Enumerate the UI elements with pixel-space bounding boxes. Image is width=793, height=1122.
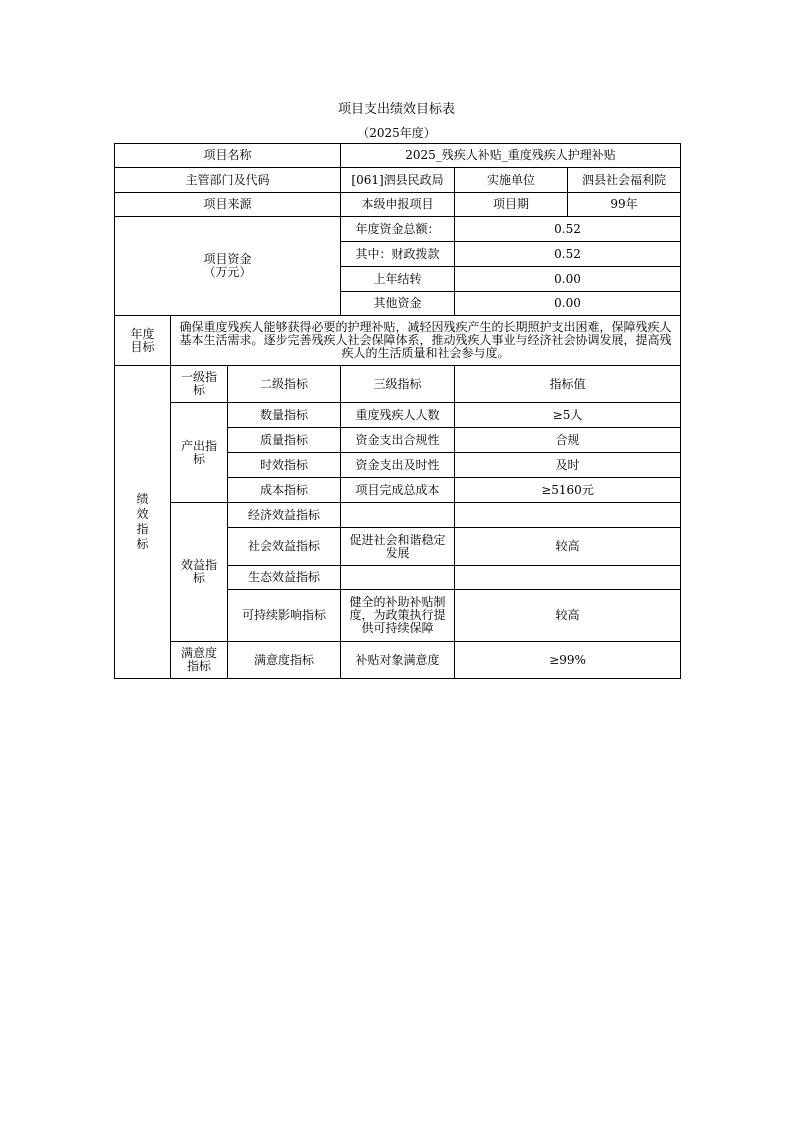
funds-carryover-value: 0.00 — [455, 267, 681, 292]
output-label: 产出指标 — [171, 403, 228, 503]
header-value: 指标值 — [455, 366, 681, 403]
page-subtitle: （2025年度） — [357, 126, 436, 140]
goal-text: 确保重度残疾人能够获得必要的护理补贴，减轻因残疾产生的长期照护支出困难，保障残疾人基本生活需求。逐步完善残疾人社会保障体系，推动残疾人事业与经济社会协调发展，提高残疾人的生活质量和社会参与度。 — [171, 316, 681, 366]
output-level2: 时效指标 — [228, 453, 341, 478]
benefit-level3: 健全的补助补贴制度，为政策执行提供可持续保障 — [341, 590, 455, 642]
benefit-value — [455, 503, 681, 528]
output-level2: 成本指标 — [228, 478, 341, 503]
source-row — [115, 193, 681, 217]
period-label: 项目期 — [455, 193, 568, 217]
benefit-value: 较高 — [455, 590, 681, 642]
satisfaction-level2: 满意度指标 — [228, 642, 341, 679]
source-value: 本级申报项目 — [341, 193, 455, 217]
header-level3: 三级指标 — [341, 366, 455, 403]
output-level3: 重度残疾人人数 — [341, 403, 455, 428]
satisfaction-value: ≥99% — [455, 642, 681, 679]
funds-other-label: 其他资金 — [341, 292, 455, 316]
output-level3: 资金支出合规性 — [341, 428, 455, 453]
dept-row — [115, 168, 681, 193]
unit-value: 泗县社会福利院 — [568, 168, 681, 193]
benefit-level2: 经济效益指标 — [228, 503, 341, 528]
performance-table — [114, 143, 681, 679]
benefit-level2: 社会效益指标 — [228, 528, 341, 566]
unit-label: 实施单位 — [455, 168, 568, 193]
funds-total-value: 0.52 — [455, 217, 681, 242]
benefit-value: 较高 — [455, 528, 681, 566]
output-value: ≥5160元 — [455, 478, 681, 503]
satisfaction-level3: 补贴对象满意度 — [341, 642, 455, 679]
header-level1: 一级指标 — [171, 366, 228, 403]
satisfaction-row — [115, 642, 681, 679]
project-name-value: 2025_残疾人补贴_重度残疾人护理补贴 — [341, 144, 681, 168]
indicator-header-row — [115, 366, 681, 403]
benefit-level3: 促进社会和谐稳定发展 — [341, 528, 455, 566]
output-level2: 数量指标 — [228, 403, 341, 428]
funds-label-line1: 项目资金 — [203, 252, 252, 266]
satisfaction-label: 满意度指标 — [171, 642, 228, 679]
header-level2: 二级指标 — [228, 366, 341, 403]
funds-label — [115, 217, 341, 316]
funds-fiscal-label: 其中：财政拨款 — [341, 242, 455, 267]
project-name-label: 项目名称 — [115, 144, 341, 168]
benefit-label: 效益指标 — [171, 503, 228, 642]
benefit-value — [455, 566, 681, 590]
benefit-level3 — [341, 503, 455, 528]
benefit-level2: 生态效益指标 — [228, 566, 341, 590]
output-level3: 项目完成总成本 — [341, 478, 455, 503]
output-value: 及时 — [455, 453, 681, 478]
benefit-row-economic — [115, 503, 681, 528]
goal-label: 年度目标 — [115, 316, 171, 366]
dept-value: [061]泗县民政局 — [341, 168, 455, 193]
funds-row-total — [115, 217, 681, 242]
output-level3: 资金支出及时性 — [341, 453, 455, 478]
funds-total-label: 年度资金总额： — [341, 217, 455, 242]
funds-other-value: 0.00 — [455, 292, 681, 316]
output-value: 合规 — [455, 428, 681, 453]
dept-label: 主管部门及代码 — [115, 168, 341, 193]
funds-fiscal-value: 0.52 — [455, 242, 681, 267]
funds-carryover-label: 上年结转 — [341, 267, 455, 292]
output-row-quantity — [115, 403, 681, 428]
output-level2: 质量指标 — [228, 428, 341, 453]
project-name-row — [115, 144, 681, 168]
page-title: 项目支出绩效目标表 — [337, 102, 455, 117]
output-value: ≥5人 — [455, 403, 681, 428]
source-label: 项目来源 — [115, 193, 341, 217]
funds-label-line2: （万元） — [203, 265, 252, 279]
goal-row — [115, 316, 681, 366]
benefit-level2: 可持续影响指标 — [228, 590, 341, 642]
period-value: 99年 — [568, 193, 681, 217]
indicators-section-label: 绩效指标 — [115, 366, 171, 679]
benefit-level3 — [341, 566, 455, 590]
